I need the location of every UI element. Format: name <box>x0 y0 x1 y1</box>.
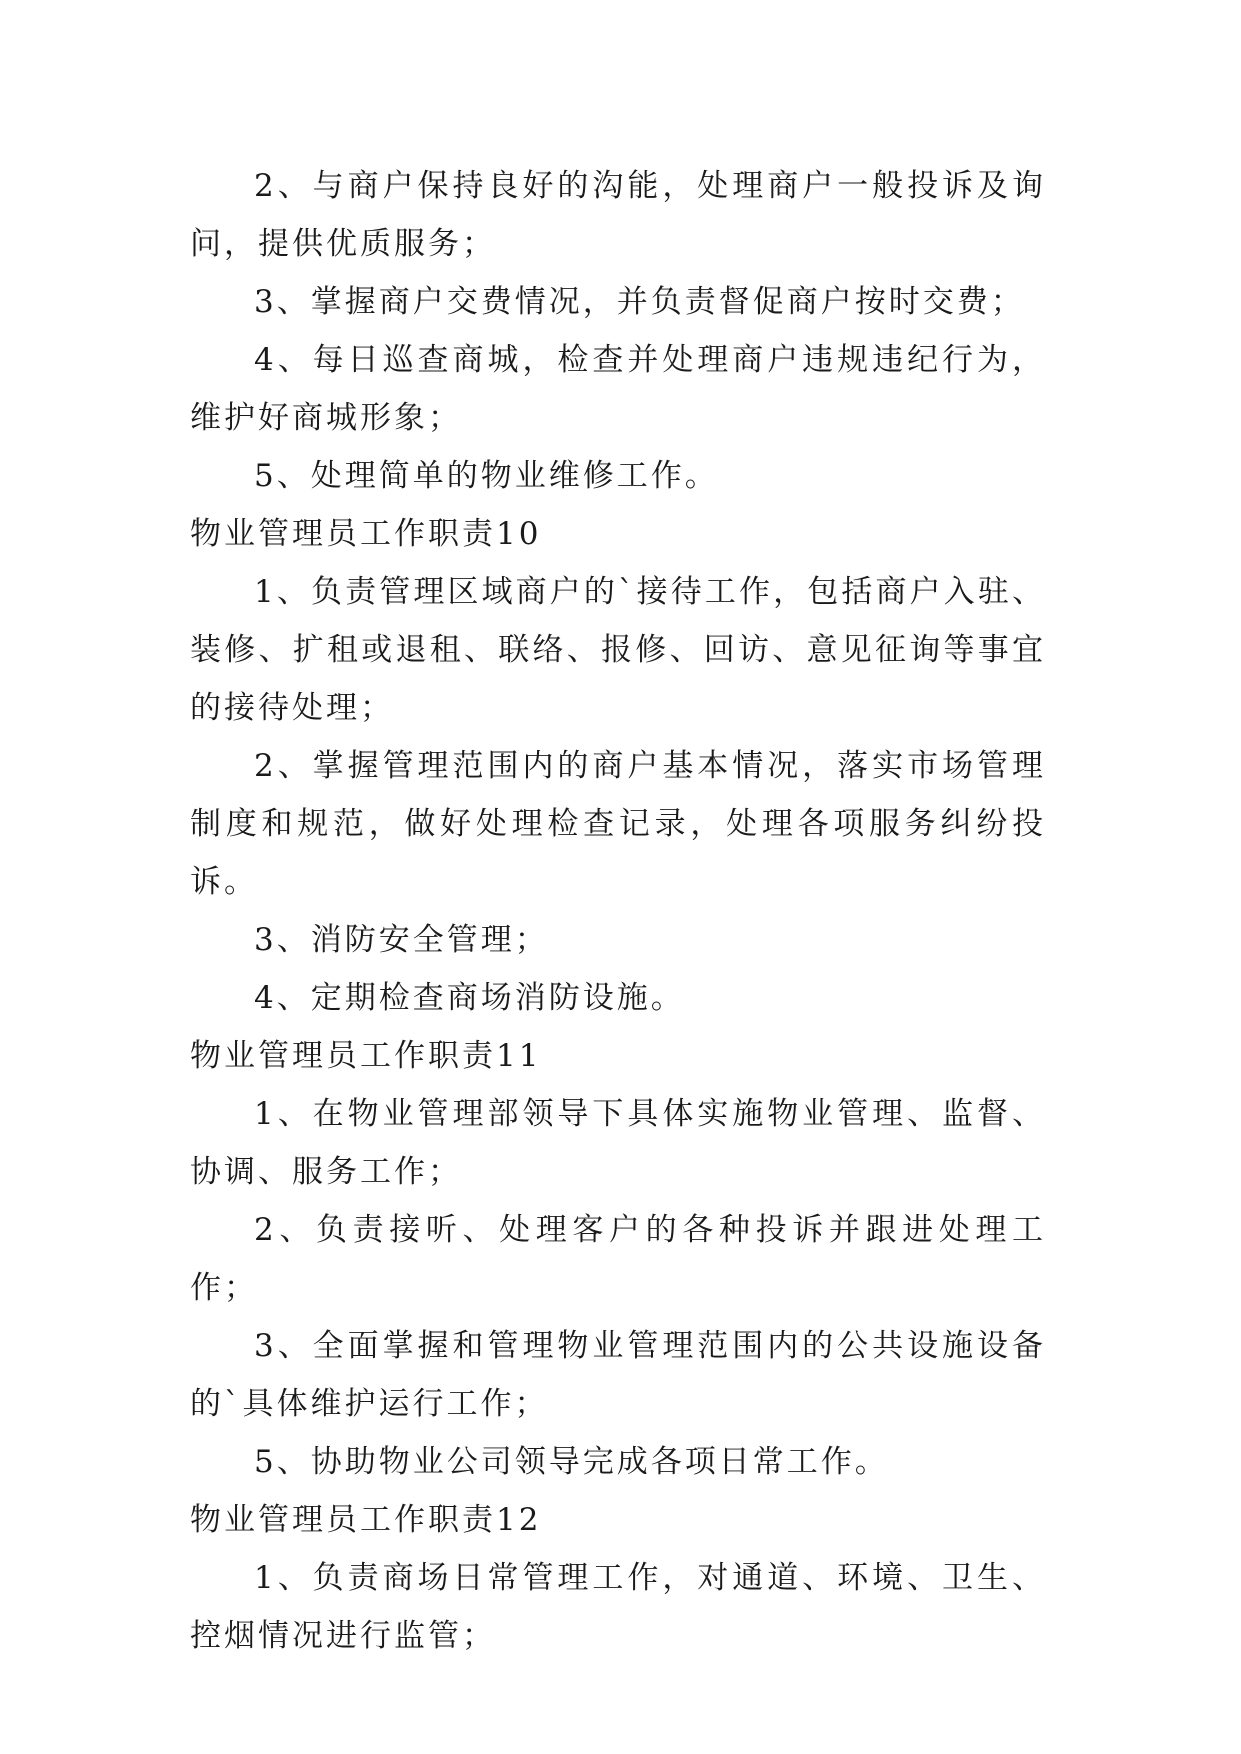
paragraph: 5、处理简单的物业维修工作。 <box>254 458 719 494</box>
paragraph: 4、定期检查商场消防设施。 <box>254 980 685 1016</box>
paragraph: 2、与商户保持良好的沟能，处理商户一般投诉及询问，提供优质服务； <box>190 168 1046 262</box>
section-heading: 物业管理员工作职责10 <box>190 516 542 552</box>
paragraph: 1、负责管理区域商户的`接待工作，包括商户入驻、装修、扩租或退租、联络、报修、回访、意见征询等事宜的接待处理； <box>190 574 1046 726</box>
paragraph: 3、全面掌握和管理物业管理范围内的公共设施设备的`具体维护运行工作； <box>190 1328 1046 1422</box>
paragraph: 5、协助物业公司领导完成各项日常工作。 <box>254 1444 889 1480</box>
paragraph: 1、负责商场日常管理工作，对通道、环境、卫生、控烟情况进行监管； <box>190 1560 1046 1654</box>
section-heading: 物业管理员工作职责11 <box>190 1038 542 1074</box>
paragraph: 1、在物业管理部领导下具体实施物业管理、监督、协调、服务工作； <box>190 1096 1046 1190</box>
paragraph: 3、消防安全管理； <box>254 922 549 958</box>
paragraph: 2、负责接听、处理客户的各种投诉并跟进处理工作； <box>190 1212 1046 1306</box>
paragraph: 4、每日巡查商城，检查并处理商户违规违纪行为，维护好商城形象； <box>190 342 1046 436</box>
section-heading: 物业管理员工作职责12 <box>190 1502 542 1538</box>
paragraph: 3、掌握商户交费情况，并负责督促商户按时交费； <box>254 284 1025 320</box>
paragraph: 2、掌握管理范围内的商户基本情况，落实市场管理制度和规范，做好处理检查记录，处理各项服务纠纷投诉。 <box>190 748 1046 900</box>
document-page <box>190 157 1046 1665</box>
